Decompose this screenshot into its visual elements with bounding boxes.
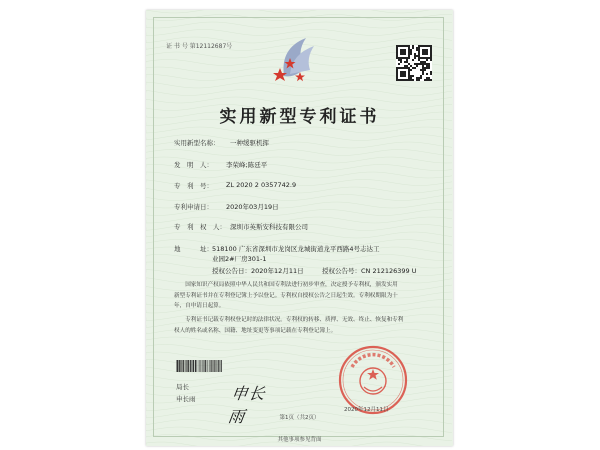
certificate-title: 实用新型专利证书	[219, 107, 380, 127]
certificate-page	[146, 10, 453, 446]
statement-line: 国家知识产权局依照中华人民共和国专利法进行初步审查，决定授予专利权，颁发实用	[174, 282, 398, 288]
statement-line: 新型专利证书并在专利登记簿上予以登记。专利权自授权公告之日起生效。专利权期限为十	[174, 292, 398, 299]
field-label-filing-date: 专利申请日：	[174, 203, 213, 211]
field-value-address-line2: 业园2#厂房301-1	[212, 255, 267, 263]
grant-number: 授权公告号：CN 212126399 U	[322, 267, 417, 275]
field-value-patentee: 深圳市英斯安科技有限公司	[230, 223, 308, 231]
patent-office-logo	[266, 28, 332, 90]
field-value-filing-date: 2020年03月19日	[226, 203, 279, 211]
grant-date: 授权公告日：2020年12月11日	[212, 267, 304, 275]
field-value-patent-no: ZL 2020 2 0357742.9	[226, 181, 297, 189]
field-label-patent-no: 专 利 号：	[174, 182, 213, 190]
field-value-address: 518100 广东省深圳市龙岗区龙城街道龙平西路4号志达工	[212, 245, 380, 253]
seal-date: 2020年12月11日	[344, 407, 389, 413]
page-number: 第1页（共2页）	[279, 415, 320, 421]
field-label-address: 地 址：	[174, 245, 213, 253]
qr-code	[396, 45, 432, 81]
footer-note: 其他事项参见背面	[277, 437, 322, 443]
director-name: 申长雨	[176, 395, 196, 403]
field-value-inventor: 李荣峰;陈廷平	[226, 161, 268, 169]
field-label-inventor: 发 明 人：	[174, 161, 213, 169]
director-signature	[226, 381, 278, 426]
field-label-patentee: 专 利 权 人：	[174, 223, 226, 231]
certificate-number: 证 书 号 第12112687号	[166, 43, 233, 50]
statement-line: 权人的姓名或名称、国籍、地址变更等事项记载在专利登记簿上。	[174, 327, 337, 334]
director-signature-text: 申长雨	[226, 384, 267, 426]
director-label: 局长	[176, 383, 189, 391]
field-label-name: 实用新型名称：	[174, 139, 220, 147]
statement-line: 年，自申请日起算。	[174, 303, 225, 309]
barcode	[176, 360, 222, 372]
field-value-name: 一种缓驱机挥	[230, 139, 269, 147]
statement-line: 专利证书记载专利权登记时的法律状况。专利权的转移、质押、无效、终止、恢复和专利	[174, 317, 404, 323]
